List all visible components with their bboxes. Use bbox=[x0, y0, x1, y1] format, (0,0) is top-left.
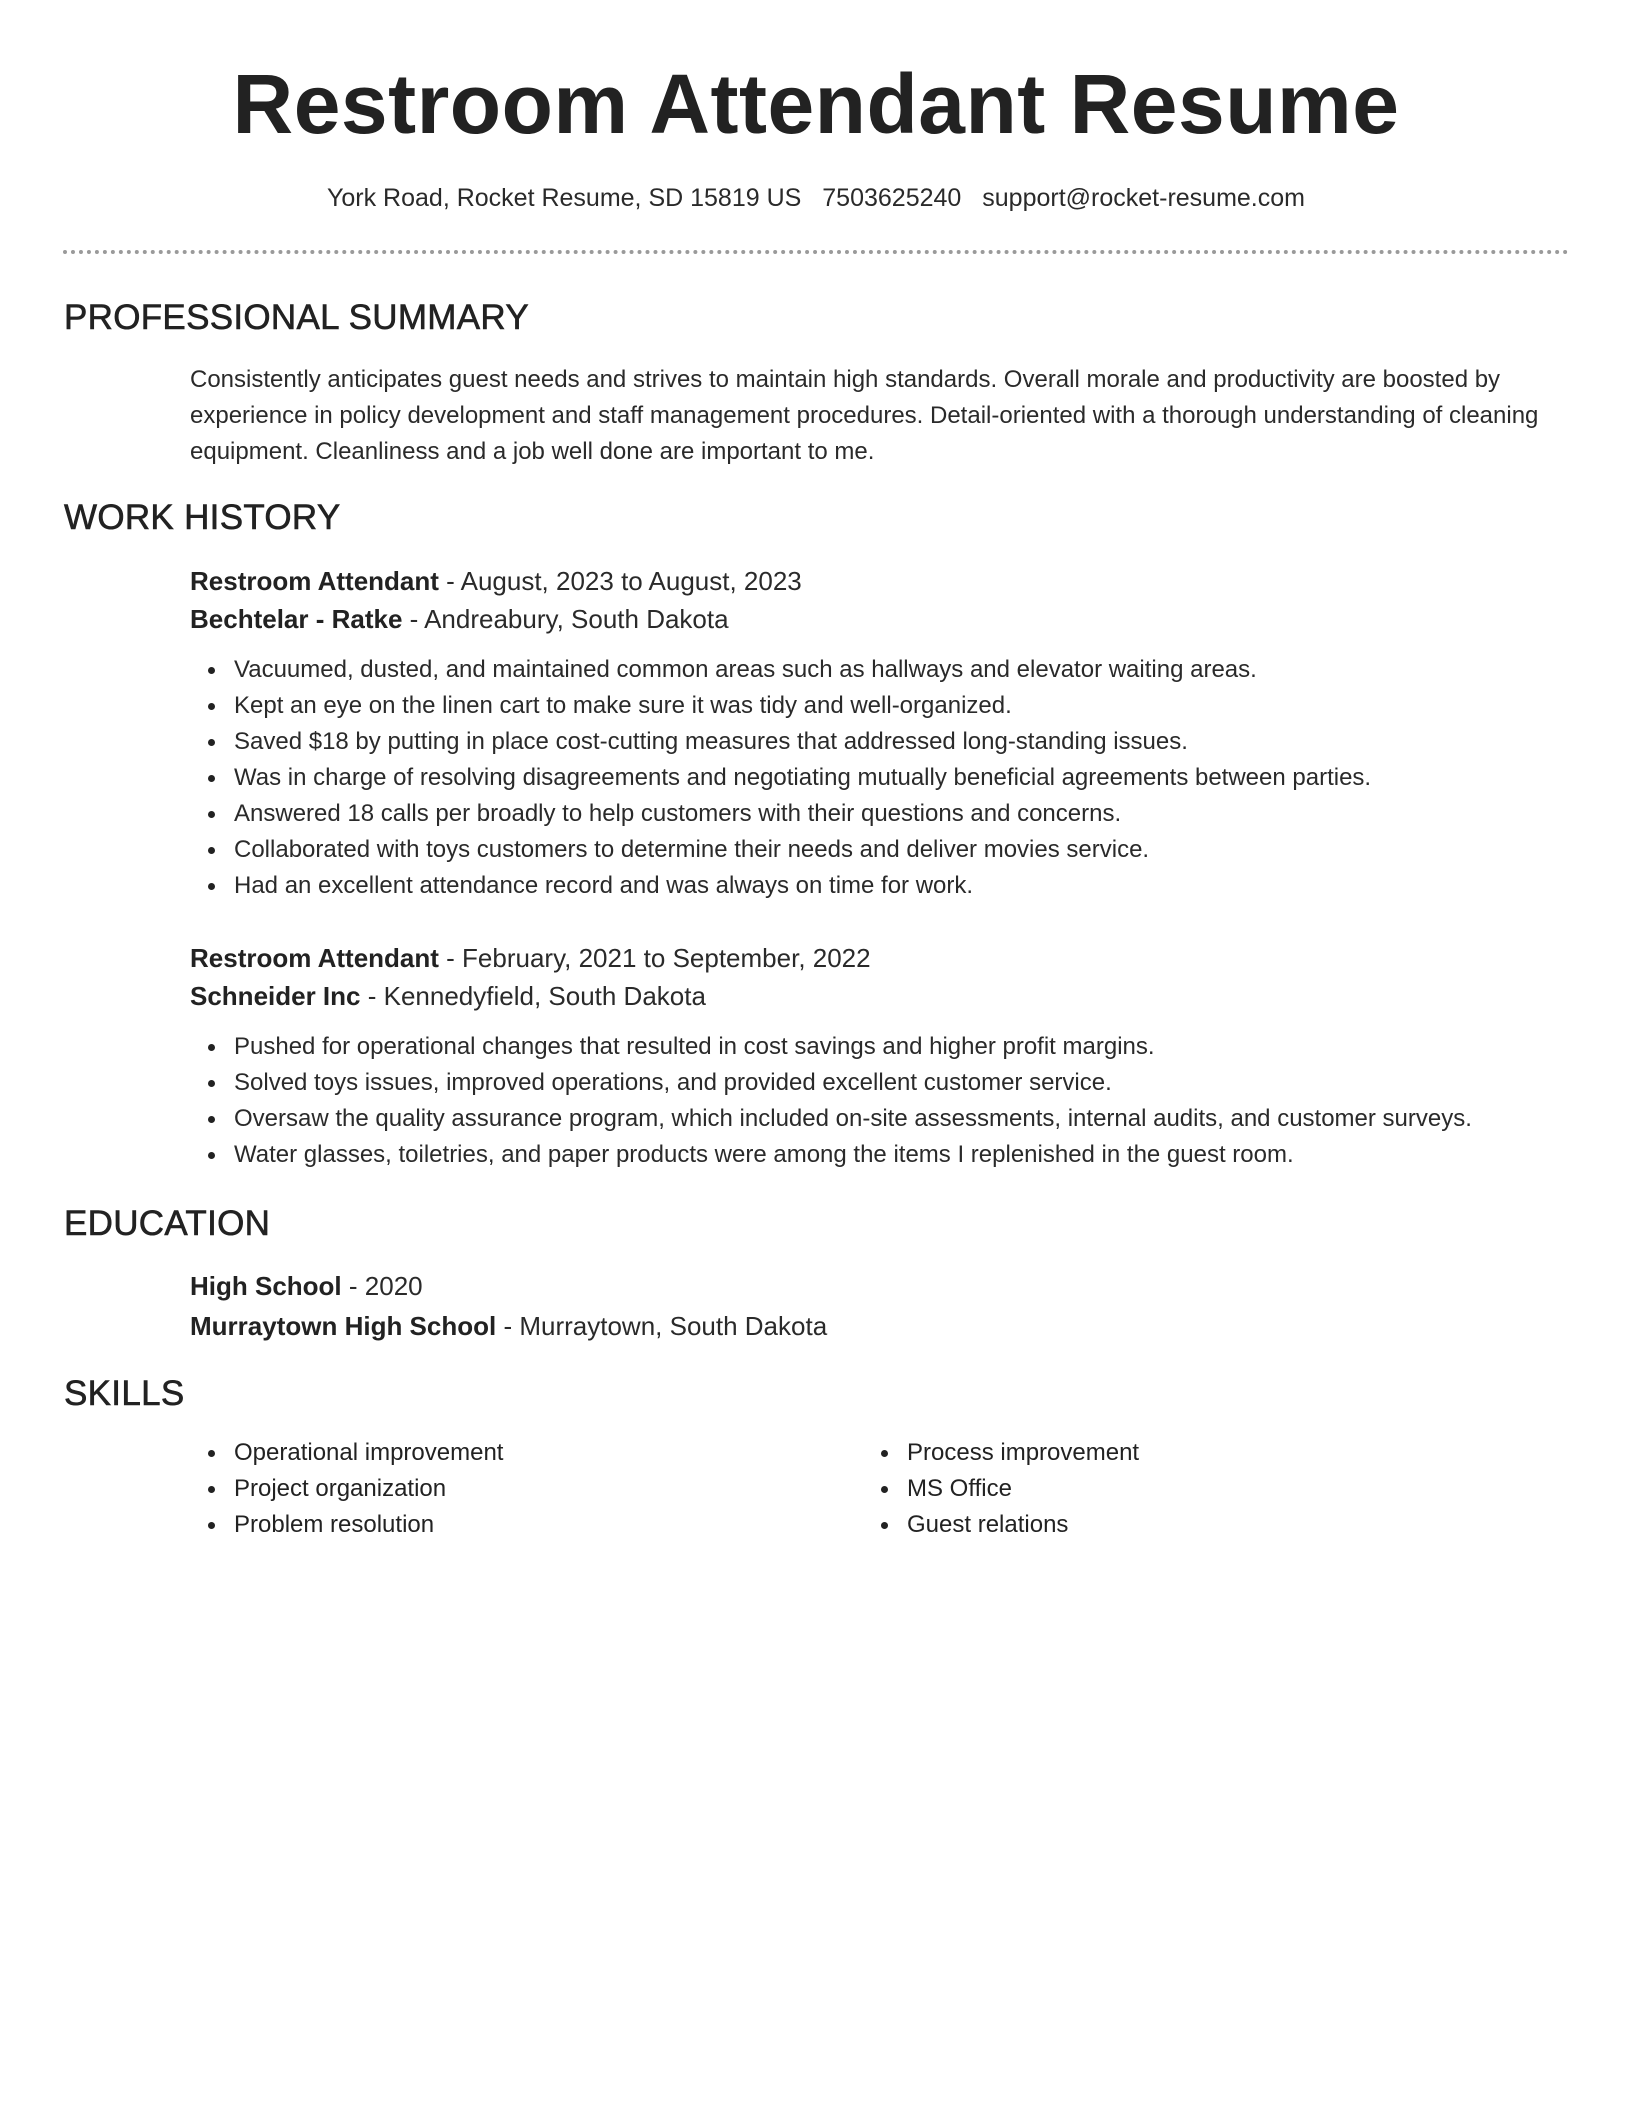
skills-list-left bbox=[190, 1435, 790, 1543]
job-company-line bbox=[190, 977, 1570, 1015]
job-dates: - February, 2021 to September, 2022 bbox=[438, 943, 871, 973]
contact-address: York Road, Rocket Resume, SD 15819 US bbox=[327, 184, 802, 212]
list-item: Collaborated with toys customers to determine their needs and deliver movies service. bbox=[234, 832, 1570, 868]
job-location: - Andreabury, South Dakota bbox=[402, 604, 729, 634]
list-item: Pushed for operational changes that resulted in cost savings and higher profit margins. bbox=[234, 1029, 1570, 1065]
job-company: Schneider Inc bbox=[190, 981, 361, 1011]
skill-item: Project organization bbox=[234, 1471, 790, 1507]
job-company-line bbox=[190, 600, 1570, 638]
education-school: Murraytown High School bbox=[190, 1311, 497, 1341]
skill-item: Problem resolution bbox=[234, 1507, 790, 1543]
job-title: Restroom Attendant bbox=[190, 943, 439, 973]
work-history-heading: WORK HISTORY bbox=[64, 498, 341, 537]
education-heading: EDUCATION bbox=[64, 1204, 271, 1243]
job-title-line bbox=[190, 939, 1570, 977]
skill-item: Guest relations bbox=[907, 1507, 1463, 1543]
header-divider bbox=[63, 250, 1569, 254]
contact-phone: 7503625240 bbox=[822, 184, 962, 212]
list-item: Answered 18 calls per broadly to help customers with their questions and concerns. bbox=[234, 796, 1570, 832]
resume-title: Restroom Attendant Resume bbox=[232, 57, 1400, 151]
list-item: Was in charge of resolving disagreements and negotiating mutually beneficial agreements between parties. bbox=[234, 760, 1570, 796]
education-entry bbox=[190, 1266, 1570, 1346]
skill-item: Process improvement bbox=[907, 1435, 1463, 1471]
job-entry-1 bbox=[190, 562, 1570, 904]
education-location: - Murraytown, South Dakota bbox=[496, 1311, 828, 1341]
skill-item: Operational improvement bbox=[234, 1435, 790, 1471]
list-item: Had an excellent attendance record and was always on time for work. bbox=[234, 868, 1570, 904]
job-entry-2 bbox=[190, 939, 1570, 1173]
list-item: Vacuumed, dusted, and maintained common areas such as hallways and elevator waiting areas. bbox=[234, 652, 1570, 688]
job-bullets bbox=[190, 652, 1570, 904]
job-company: Bechtelar - Ratke bbox=[190, 604, 403, 634]
education-year: - 2020 bbox=[341, 1271, 423, 1301]
skill-item: MS Office bbox=[907, 1471, 1463, 1507]
education-school-line bbox=[190, 1306, 1570, 1346]
list-item: Solved toys issues, improved operations, and provided excellent customer service. bbox=[234, 1065, 1570, 1101]
education-degree-line bbox=[190, 1266, 1570, 1306]
list-item: Oversaw the quality assurance program, which included on-site assessments, internal audits, and customer surveys. bbox=[234, 1101, 1570, 1137]
summary-text: Consistently anticipates guest needs and strives to maintain high standards. Overall morale and productivity are boosted by experience in policy development and staff management procedures. Detail-oriented with a thorough understanding of cleaning equipment. Cleanliness and a job well done are important to me. bbox=[190, 366, 1539, 465]
job-dates: - August, 2023 to August, 2023 bbox=[438, 566, 802, 596]
job-bullets bbox=[190, 1029, 1570, 1173]
contact-line bbox=[0, 180, 1632, 216]
education-degree: High School bbox=[190, 1271, 342, 1301]
job-title-line bbox=[190, 562, 1570, 600]
list-item: Kept an eye on the linen cart to make sure it was tidy and well-organized. bbox=[234, 688, 1570, 724]
skills-column-left bbox=[190, 1435, 790, 1543]
contact-email: support@rocket-resume.com bbox=[982, 184, 1305, 212]
job-location: - Kennedyfield, South Dakota bbox=[360, 981, 706, 1011]
list-item: Saved $18 by putting in place cost-cutting measures that addressed long-standing issues. bbox=[234, 724, 1570, 760]
list-item: Water glasses, toiletries, and paper products were among the items I replenished in the guest room. bbox=[234, 1137, 1570, 1173]
job-title: Restroom Attendant bbox=[190, 566, 439, 596]
skills-column-right bbox=[863, 1435, 1463, 1543]
skills-list-right bbox=[863, 1435, 1463, 1543]
skills-heading: SKILLS bbox=[64, 1374, 185, 1413]
summary-heading: PROFESSIONAL SUMMARY bbox=[64, 298, 529, 337]
